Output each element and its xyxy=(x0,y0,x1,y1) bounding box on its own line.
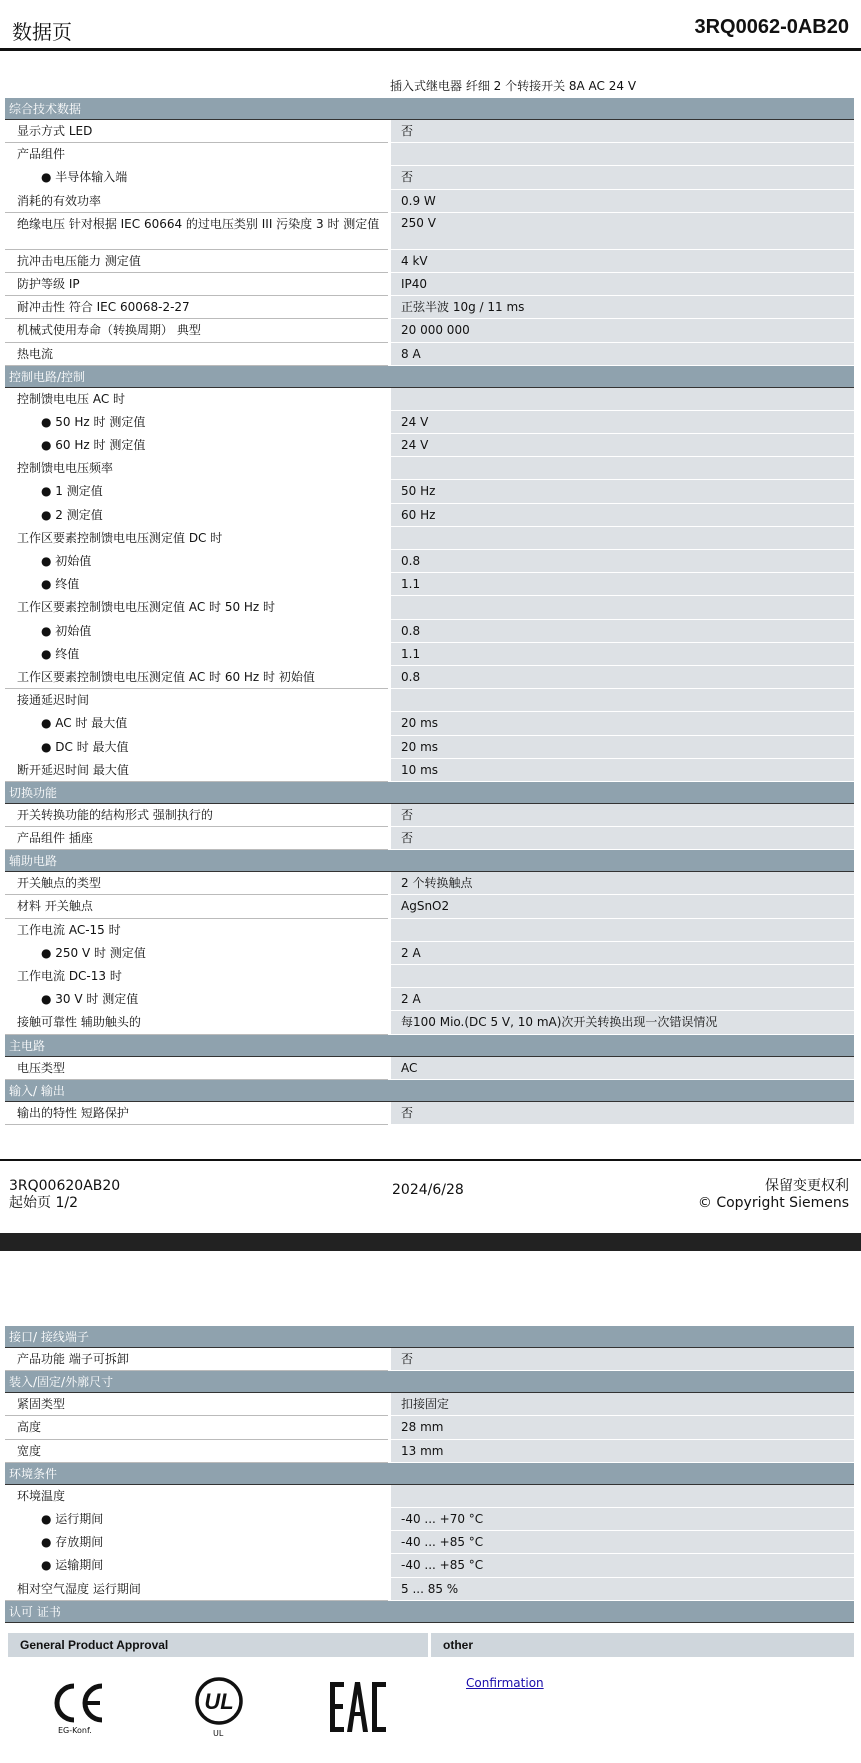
spec-row xyxy=(5,620,854,643)
spec-row xyxy=(5,1102,854,1125)
footer-right xyxy=(698,1178,849,1212)
spec-label: 工作区要素控制馈电电压测定值 DC 时 xyxy=(17,530,223,545)
spec-label: 输出的特性 短路保护 xyxy=(5,1102,388,1125)
confirmation-link[interactable]: Confirmation xyxy=(466,1676,544,1690)
spec-label: ● 初始值 xyxy=(41,554,92,568)
spec-label: 接触可靠性 辅助触头的 xyxy=(5,1011,388,1034)
spec-row xyxy=(5,319,854,342)
spec-row xyxy=(5,573,854,596)
spec-row xyxy=(5,1578,854,1601)
spec-value: 每100 Mio.(DC 5 V, 10 mA)次开关转换出现一次错误情况 xyxy=(388,1011,854,1034)
spec-row xyxy=(5,1057,854,1080)
spec-label: ● 终值 xyxy=(41,577,80,592)
spec-value xyxy=(388,689,854,712)
spec-row xyxy=(5,643,854,666)
spec-label: ● 50 Hz 时 测定值 xyxy=(41,414,146,429)
section-header: 综合技术数据 xyxy=(5,98,854,120)
section-header: 认可 证书 xyxy=(5,1601,854,1623)
spec-value: 250 V xyxy=(388,213,854,250)
product-number: 3RQ0062-0AB20 xyxy=(694,16,849,38)
spec-label: ● 半导体输入端 xyxy=(41,170,128,185)
spec-label: ● 30 V 时 测定值 xyxy=(41,992,139,1007)
spec-row xyxy=(5,143,854,166)
spec-label: 材料 开关触点 xyxy=(5,895,388,918)
spec-label: ● DC 时 最大值 xyxy=(41,739,129,754)
spec-value: 0.8 xyxy=(388,666,854,689)
spec-value: 0.8 xyxy=(388,550,854,573)
spec-label: 开关转换功能的结构形式 强制执行的 xyxy=(5,804,388,827)
spec-value: -40 ... +85 °C xyxy=(388,1531,854,1554)
spec-value: 2 A xyxy=(388,942,854,965)
spec-row xyxy=(5,504,854,527)
footer-rule xyxy=(0,1159,861,1161)
section-header: 输入/ 输出 xyxy=(5,1080,854,1102)
spec-label: 宽度 xyxy=(5,1440,388,1463)
spec-label: 显示方式 LED xyxy=(5,120,388,143)
spec-table-page1 xyxy=(5,98,854,1125)
spec-value: 否 xyxy=(388,827,854,850)
spec-value xyxy=(388,143,854,166)
spec-label: 工作区要素控制馈电电压测定值 AC 时 50 Hz 时 xyxy=(17,600,276,615)
page-header xyxy=(0,0,861,50)
spec-value: -40 ... +70 °C xyxy=(388,1508,854,1531)
spec-label: 接通延迟时间 xyxy=(17,693,90,708)
spec-value xyxy=(388,527,854,550)
spec-row xyxy=(5,213,854,250)
spec-label: 断开延迟时间 最大值 xyxy=(5,759,388,782)
ul-logo xyxy=(194,1676,244,1738)
spec-label: 产品组件 xyxy=(17,147,66,162)
spec-value: 28 mm xyxy=(388,1416,854,1439)
spec-value: 否 xyxy=(388,120,854,143)
spec-row xyxy=(5,166,854,189)
section-header: 装入/固定/外廓尺寸 xyxy=(5,1371,854,1393)
spec-value: 20 ms xyxy=(388,736,854,759)
footer-copyright: © Copyright Siemens xyxy=(697,1195,849,1211)
spec-value: IP40 xyxy=(388,273,854,296)
spec-row xyxy=(5,942,854,965)
spec-label: 耐冲击性 符合 IEC 60068-2-27 xyxy=(5,296,388,319)
spec-row xyxy=(5,1393,854,1416)
spec-value: 5 ... 85 % xyxy=(388,1578,854,1601)
spec-label: 工作电流 DC-13 时 xyxy=(17,969,122,983)
spec-value: AgSnO2 xyxy=(388,895,854,918)
footer-date: 2024/6/28 xyxy=(392,1182,464,1198)
spec-label: 消耗的有效功率 xyxy=(5,190,388,213)
section-header: 接口/ 接线端子 xyxy=(5,1326,854,1348)
spec-row xyxy=(5,1348,854,1371)
spec-row xyxy=(5,388,854,411)
certificate-header xyxy=(8,1633,854,1657)
spec-value: 否 xyxy=(388,1348,854,1371)
ce-logo xyxy=(50,1680,110,1740)
spec-value: 4 kV xyxy=(388,250,854,273)
spec-label: 开关触点的类型 xyxy=(5,872,388,895)
spec-label: ● 初始值 xyxy=(41,623,92,638)
product-description: 插入式继电器 纤细 2 个转接开关 8A AC 24 V xyxy=(390,79,637,93)
spec-row xyxy=(5,689,854,712)
page-divider xyxy=(0,1233,861,1251)
spec-row xyxy=(5,759,854,782)
spec-label: ● AC 时 最大值 xyxy=(41,716,128,731)
spec-row xyxy=(5,250,854,273)
spec-label: ● 60 Hz 时 测定值 xyxy=(41,438,146,453)
spec-label: 控制馈电电压频率 xyxy=(17,461,114,476)
spec-row xyxy=(5,434,854,457)
spec-value: 8 A xyxy=(388,343,854,366)
spec-label: 工作电流 AC-15 时 xyxy=(17,922,121,937)
spec-row xyxy=(5,550,854,573)
spec-label: 电压类型 xyxy=(5,1057,388,1080)
footer-left xyxy=(9,1178,120,1212)
spec-label: 紧固类型 xyxy=(5,1393,388,1416)
spec-value: 1.1 xyxy=(388,643,854,666)
spec-row xyxy=(5,273,854,296)
spec-row xyxy=(5,1531,854,1554)
spec-label: 抗冲击电压能力 测定值 xyxy=(5,250,388,273)
spec-value: 否 xyxy=(388,166,854,189)
spec-value xyxy=(388,457,854,480)
spec-label: ● 1 测定值 xyxy=(41,484,103,499)
spec-row xyxy=(5,804,854,827)
spec-value: 60 Hz xyxy=(388,504,854,527)
spec-value: -40 ... +85 °C xyxy=(388,1554,854,1577)
spec-value: 否 xyxy=(388,1102,854,1125)
spec-label: 机械式使用寿命（转换周期） 典型 xyxy=(5,319,388,342)
spec-row xyxy=(5,343,854,366)
spec-label: 工作区要素控制馈电电压测定值 AC 时 60 Hz 时 初始值 xyxy=(5,666,388,689)
spec-row xyxy=(5,872,854,895)
spec-table-page2 xyxy=(5,1326,854,1623)
spec-value xyxy=(388,919,854,942)
spec-value xyxy=(388,965,854,988)
spec-value: 24 V xyxy=(388,434,854,457)
svg-text:UL: UL xyxy=(204,1689,234,1714)
spec-value: AC xyxy=(388,1057,854,1080)
spec-label: ● 250 V 时 测定值 xyxy=(41,945,146,960)
spec-value: 2 A xyxy=(388,988,854,1011)
spec-row xyxy=(5,965,854,988)
spec-row xyxy=(5,895,854,918)
spec-label: 控制馈电电压 AC 时 xyxy=(17,391,126,406)
spec-row xyxy=(5,411,854,434)
section-header: 环境条件 xyxy=(5,1463,854,1485)
spec-value: 1.1 xyxy=(388,573,854,596)
spec-row xyxy=(5,480,854,503)
cert-col-general: General Product Approval xyxy=(8,1633,428,1657)
spec-value: 0.9 W xyxy=(388,190,854,213)
spec-value: 2 个转换触点 xyxy=(388,872,854,895)
spec-value: 20 ms xyxy=(388,712,854,735)
section-header: 控制电路/控制 xyxy=(5,366,854,388)
spec-row xyxy=(5,1485,854,1508)
footer-order-number: 3RQ00620AB20 xyxy=(9,1178,121,1194)
spec-label: 绝缘电压 针对根据 IEC 60664 的过电压类别 III 污染度 3 时 测定值 xyxy=(5,213,388,250)
spec-value: 0.8 xyxy=(388,620,854,643)
section-header: 辅助电路 xyxy=(5,850,854,872)
spec-label: 相对空气湿度 运行期间 xyxy=(5,1578,388,1601)
spec-value: 50 Hz xyxy=(388,480,854,503)
spec-row xyxy=(5,596,854,619)
spec-value xyxy=(388,1485,854,1508)
spec-label: ● 2 测定值 xyxy=(41,507,103,522)
spec-label: ● 运行期间 xyxy=(41,1511,104,1526)
section-header: 主电路 xyxy=(5,1035,854,1057)
spec-value: 24 V xyxy=(388,411,854,434)
footer-page: 起始页 1/2 xyxy=(9,1195,78,1211)
spec-value: 20 000 000 xyxy=(388,319,854,342)
section-header: 切换功能 xyxy=(5,782,854,804)
header-rule xyxy=(0,48,861,51)
spec-row xyxy=(5,736,854,759)
spec-row xyxy=(5,988,854,1011)
spec-label: 热电流 xyxy=(5,343,388,366)
spec-row xyxy=(5,1508,854,1531)
spec-value: 13 mm xyxy=(388,1440,854,1463)
spec-row xyxy=(5,1440,854,1463)
spec-label: ● 运输期间 xyxy=(41,1558,104,1573)
spec-row xyxy=(5,666,854,689)
spec-row xyxy=(5,457,854,480)
spec-value: 正弦半波 10g / 11 ms xyxy=(388,296,854,319)
spec-row xyxy=(5,1554,854,1577)
ul-caption: UL xyxy=(213,1729,224,1738)
spec-row xyxy=(5,827,854,850)
spec-row xyxy=(5,1011,854,1034)
spec-row xyxy=(5,190,854,213)
spec-row xyxy=(5,712,854,735)
spec-value: 否 xyxy=(388,804,854,827)
spec-value xyxy=(388,388,854,411)
spec-row xyxy=(5,120,854,143)
eac-logo xyxy=(328,1680,390,1740)
spec-label: 防护等级 IP xyxy=(5,273,388,296)
spec-value: 扣接固定 xyxy=(388,1393,854,1416)
spec-value xyxy=(388,596,854,619)
cert-col-other: other xyxy=(431,1633,854,1657)
spec-row xyxy=(5,919,854,942)
spec-row xyxy=(5,296,854,319)
datasheet-label: 数据页 xyxy=(12,20,72,44)
spec-label: 环境温度 xyxy=(17,1488,66,1503)
spec-row xyxy=(5,527,854,550)
spec-label: 产品组件 插座 xyxy=(5,827,388,850)
spec-value: 10 ms xyxy=(388,759,854,782)
ce-caption: EG-Konf. xyxy=(58,1726,92,1735)
footer-rights: 保留变更权利 xyxy=(765,1178,849,1194)
spec-label: 产品功能 端子可拆卸 xyxy=(5,1348,388,1371)
spec-label: ● 存放期间 xyxy=(41,1535,104,1550)
spec-label: ● 终值 xyxy=(41,646,80,661)
spec-label: 高度 xyxy=(5,1416,388,1439)
spec-row xyxy=(5,1416,854,1439)
